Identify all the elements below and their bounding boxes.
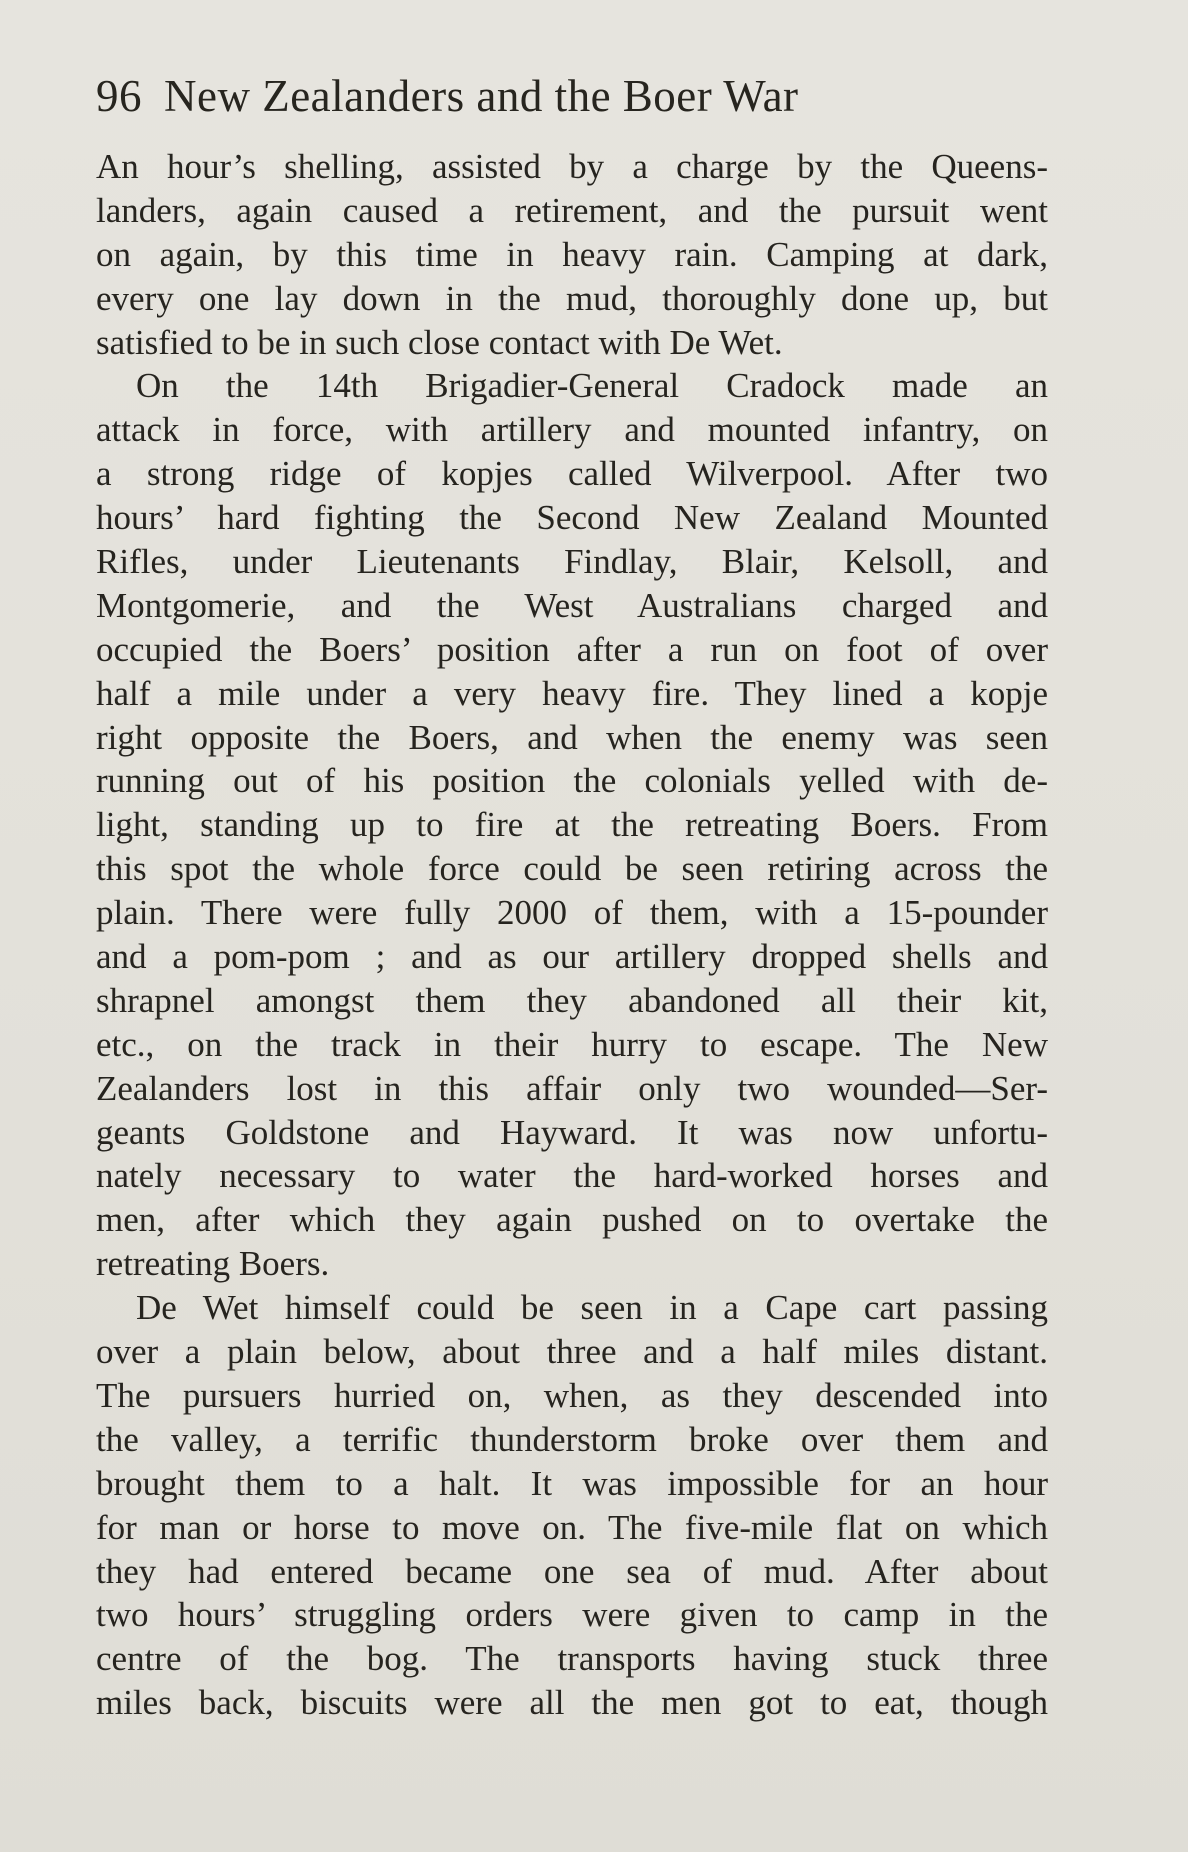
text-line: shrapnel amongst them they abandoned all their kit, <box>96 980 1048 1020</box>
paragraph-2 <box>96 364 1048 1286</box>
text-line: An hour’s shelling, assisted by a charge by the Queens- <box>96 147 1048 186</box>
text-line: a strong ridge of kopjes called Wilverpool. After two <box>96 454 1048 494</box>
text-line: etc., on the track in their hurry to escape. The New <box>96 1024 1048 1064</box>
text-line: plain. There were fully 2000 of them, with a 15-pounder <box>96 893 1048 933</box>
text-line: they had entered became one sea of mud. After about <box>96 1551 1048 1591</box>
text-line: landers, again caused a retirement, and the pursuit went <box>96 190 1048 230</box>
text-line: over a plain below, about three and a half miles distant. <box>96 1332 1048 1372</box>
text-line: centre of the bog. The transports having stuck three <box>96 1639 1048 1679</box>
text-line: De Wet himself could be seen in a Cape cart passing <box>136 1288 1048 1328</box>
text-line: Montgomerie, and the West Australians charged and <box>96 585 1048 625</box>
text-line: Zealanders lost in this affair only two wounded—Ser- <box>96 1068 1048 1108</box>
text-line: light, standing up to fire at the retreating Boers. From <box>96 805 1048 845</box>
text-line: every one lay down in the mud, thoroughly done up, but <box>96 278 1048 318</box>
text-line: on again, by this time in heavy rain. Camping at dark, <box>96 234 1048 274</box>
text-line: hours’ hard fighting the Second New Zealand Mounted <box>96 498 1048 538</box>
book-title: New Zealanders and the Boer War <box>164 71 799 121</box>
paragraph-1 <box>96 145 1048 364</box>
text-line: satisfied to be in such close contact with De Wet. <box>96 322 783 362</box>
body-text <box>96 145 1048 1725</box>
text-line: geants Goldstone and Hayward. It was now unfortu- <box>96 1112 1048 1152</box>
text-line: this spot the whole force could be seen retiring across the <box>96 849 1048 889</box>
paragraph-3 <box>96 1286 1048 1725</box>
running-head <box>96 70 799 122</box>
text-line: occupied the Boers’ position after a run on foot of over <box>96 629 1048 669</box>
text-line: On the 14th Brigadier-General Cradock made an <box>136 366 1048 406</box>
text-line: the valley, a terrific thunderstorm broke over them and <box>96 1419 1048 1459</box>
text-line: miles back, biscuits were all the men got to eat, though <box>96 1683 1048 1723</box>
text-line: for man or horse to move on. The five-mile flat on which <box>96 1507 1048 1547</box>
text-line: nately necessary to water the hard-worked horses and <box>96 1156 1048 1196</box>
text-line: and a pom-pom ; and as our artillery dropped shells and <box>96 937 1048 977</box>
text-line: right opposite the Boers, and when the enemy was seen <box>96 717 1048 757</box>
text-line: The pursuers hurried on, when, as they descended into <box>96 1375 1048 1415</box>
text-line: attack in force, with artillery and mounted infantry, on <box>96 410 1048 450</box>
text-line: retreating Boers. <box>96 1244 330 1284</box>
page-number: 96 <box>96 71 142 121</box>
text-line: brought them to a halt. It was impossible for an hour <box>96 1463 1048 1503</box>
text-line: two hours’ struggling orders were given to camp in the <box>96 1595 1048 1635</box>
text-line: men, after which they again pushed on to overtake the <box>96 1200 1048 1240</box>
text-line: half a mile under a very heavy fire. They lined a kopje <box>96 673 1048 713</box>
text-line: Rifles, under Lieutenants Findlay, Blair, Kelsoll, and <box>96 542 1048 582</box>
text-line: running out of his position the colonials yelled with de- <box>96 761 1048 801</box>
